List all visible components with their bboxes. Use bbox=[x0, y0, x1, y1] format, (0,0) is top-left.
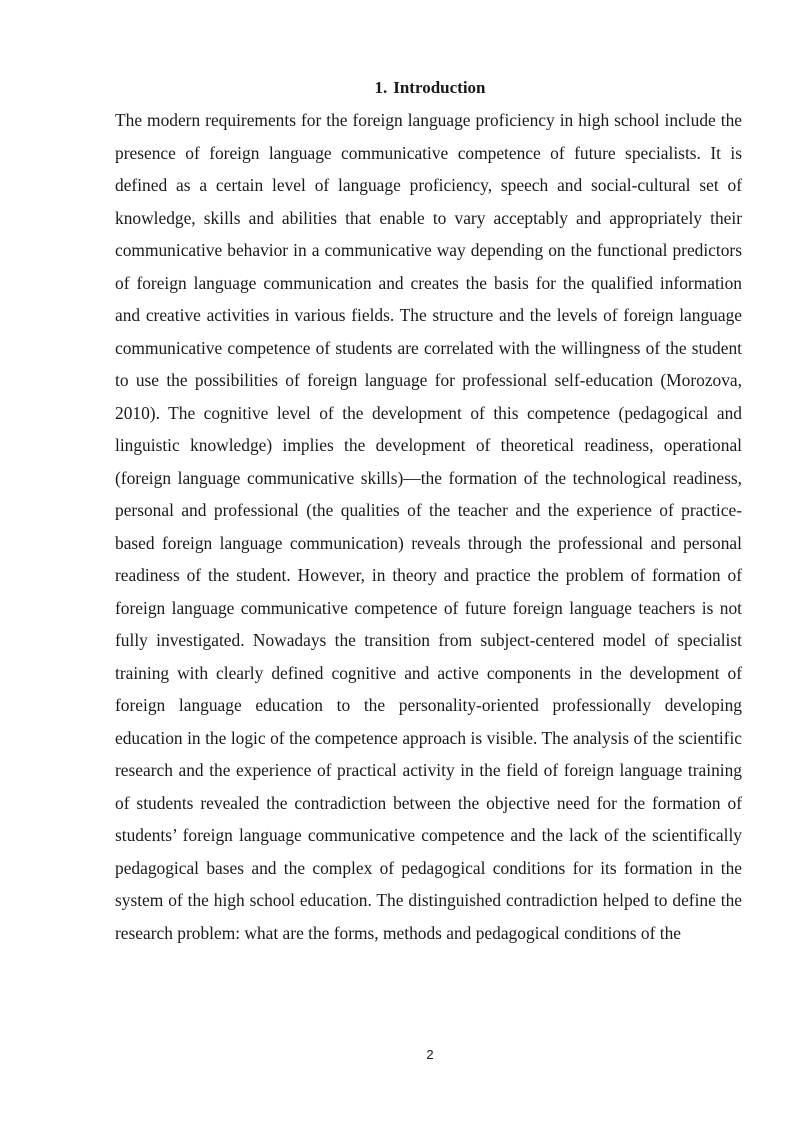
page-number: 2 bbox=[426, 1047, 434, 1062]
section-number: 1. bbox=[374, 78, 388, 97]
section-title: Introduction bbox=[393, 78, 486, 97]
body-paragraph: The modern requirements for the foreign language proficiency in high school include the presence of foreign language communicative competence of future specialists. It is defined as a certain level of language proficiency, speech and social-cultural set of knowledge, skills and abilities that enable to vary acceptably and appropriately their communicative behavior in a communicative way depending on the functional predictors of foreign language communication and creates the basis for the qualified information and creative activities in various fields. The structure and the levels of foreign language communicative competence of students are correlated with the willingness of the student to use the possibilities of foreign language for professional self-education (Morozova, 2010). The cognitive level of the development of this competence (pedagogical and linguistic knowledge) implies the development of theoretical readiness, operational (foreign language communicative skills)—the formation of the technological readiness, personal and professional (the qualities of the teacher and the experience of practice-based foreign language communication) reveals through the professional and personal readiness of the student. However, in theory and practice the problem of formation of foreign language communicative competence of future foreign language teachers is not fully investigated. Nowadays the transition from subject-centered model of specialist training with clearly defined cognitive and active components in the development of foreign language education to the personality-oriented professionally developing education in the logic of the competence approach is visible. The analysis of the scientific research and the experience of practical activity in the field of foreign language training of students revealed the contradiction between the objective need for the formation of students’ foreign language communicative competence and the lack of the scientifically pedagogical bases and the complex of pedagogical conditions for its formation in the system of the high school education. The distinguished contradiction helped to define the research problem: what are the forms, methods and pedagogical conditions of the bbox=[115, 110, 742, 943]
section-heading bbox=[0, 76, 800, 100]
